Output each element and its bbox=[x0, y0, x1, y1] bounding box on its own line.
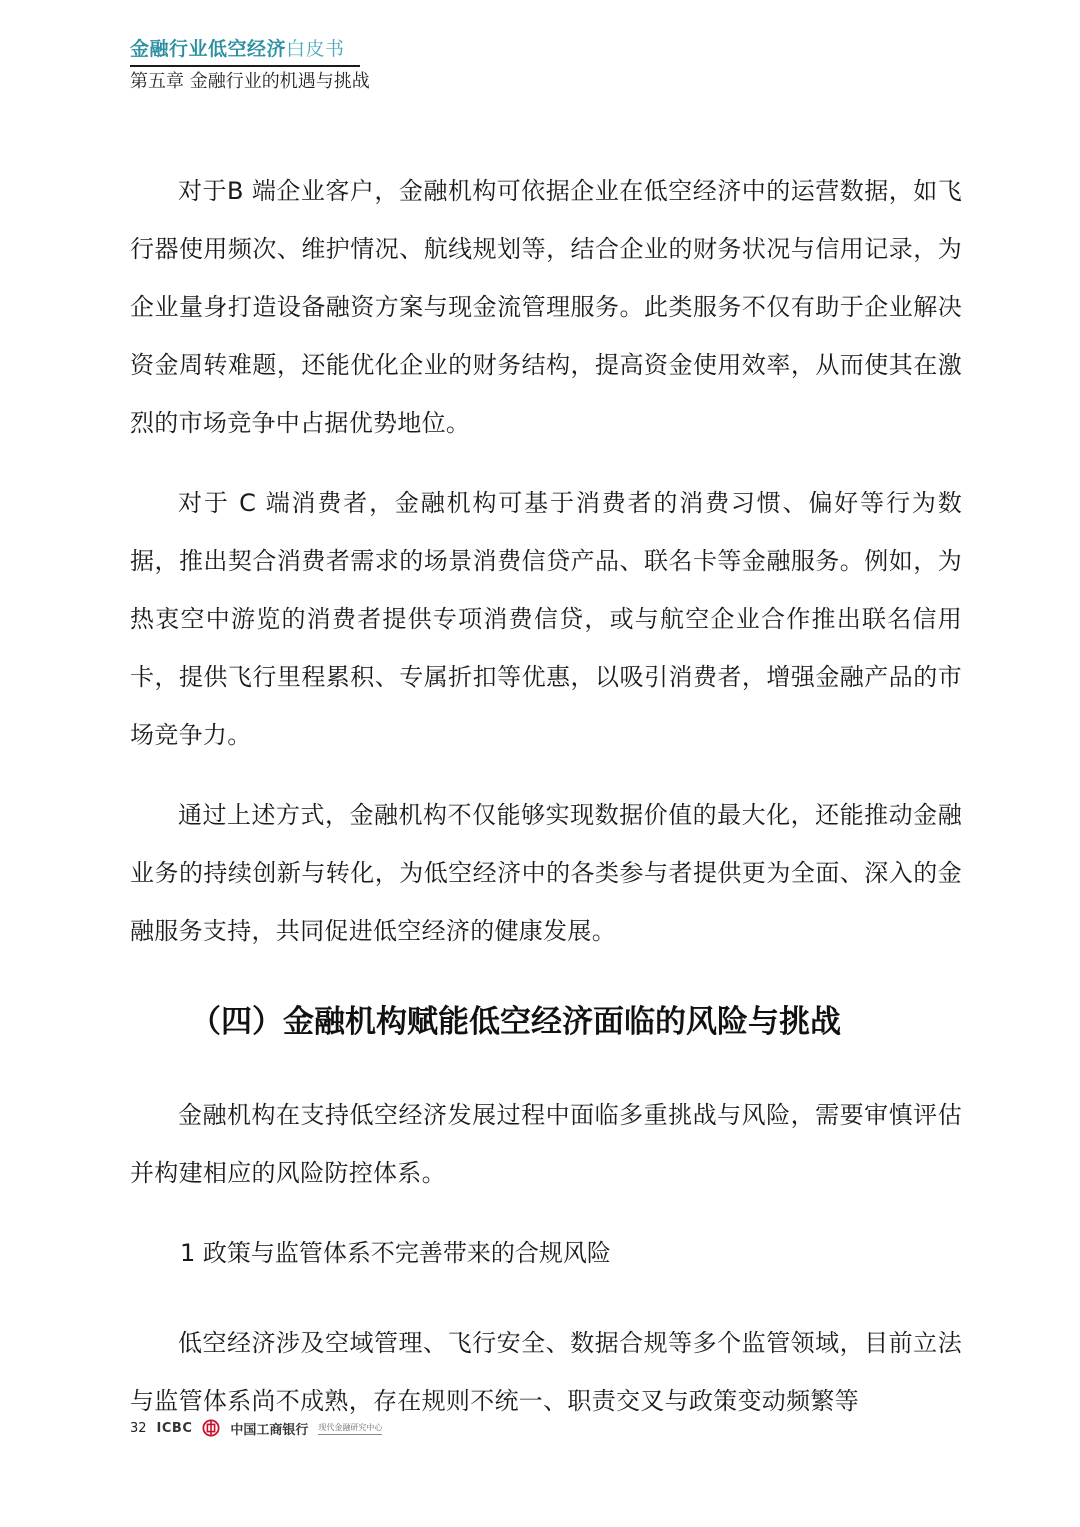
document-title-suffix: 白皮书 bbox=[286, 38, 345, 60]
page-body bbox=[130, 162, 962, 1430]
chapter-title: 第五章 金融行业的机遇与挑战 bbox=[130, 71, 370, 92]
paragraph-b-end-clients: 对于B 端企业客户，金融机构可依据企业在低空经济中的运营数据，如飞行器使用频次、维护情况、航线规划等，结合企业的财务状况与信用记录，为企业量身打造设备融资方案与现金流管理服务。此类服务不仅有助于企业解决资金周转难题，还能优化企业的财务结构，提高资金使用效率，从而使其在激烈的市场竞争中占据优势地位。 bbox=[130, 177, 962, 437]
header-divider bbox=[130, 65, 360, 67]
icbc-brand: ICBC bbox=[156, 1420, 193, 1436]
page-footer bbox=[130, 1416, 382, 1440]
paragraph-regulation: 低空经济涉及空域管理、飞行安全、数据合规等多个监管领域，目前立法与监管体系尚不成熟，存在规则不统一、职责交叉与政策变动频繁等 bbox=[130, 1329, 962, 1415]
paragraph-summary: 通过上述方式，金融机构不仅能够实现数据价值的最大化，还能推动金融业务的持续创新与转化，为低空经济中的各类参与者提供更为全面、深入的金融服务支持，共同促进低空经济的健康发展。 bbox=[130, 801, 962, 945]
document-title bbox=[130, 36, 360, 62]
bank-subtitle: 现代金融研究中心 bbox=[318, 1422, 382, 1435]
page-header bbox=[130, 36, 370, 95]
document-title-main: 金融行业低空经济 bbox=[130, 38, 287, 60]
bank-name: 中国工商银行 bbox=[230, 1422, 309, 1438]
section-heading: （四）金融机构赋能低空经济面临的风险与挑战 bbox=[190, 1004, 841, 1040]
icbc-logo-icon bbox=[202, 1419, 220, 1437]
page-number: 32 bbox=[130, 1420, 147, 1436]
subheading-compliance-risk: 1 政策与监管体系不完善带来的合规风险 bbox=[180, 1239, 611, 1267]
paragraph-risk-intro: 金融机构在支持低空经济发展过程中面临多重挑战与风险，需要审慎评估并构建相应的风险防控体系。 bbox=[130, 1101, 962, 1187]
paragraph-c-end-consumers: 对于 C 端消费者，金融机构可基于消费者的消费习惯、偏好等行为数据，推出契合消费者需求的场景消费信贷产品、联名卡等金融服务。例如，为热衷空中游览的消费者提供专项消费信贷，或与航空企业合作推出联名信用卡，提供飞行里程累积、专属折扣等优惠，以吸引消费者，增强金融产品的市场竞争力。 bbox=[130, 489, 962, 749]
